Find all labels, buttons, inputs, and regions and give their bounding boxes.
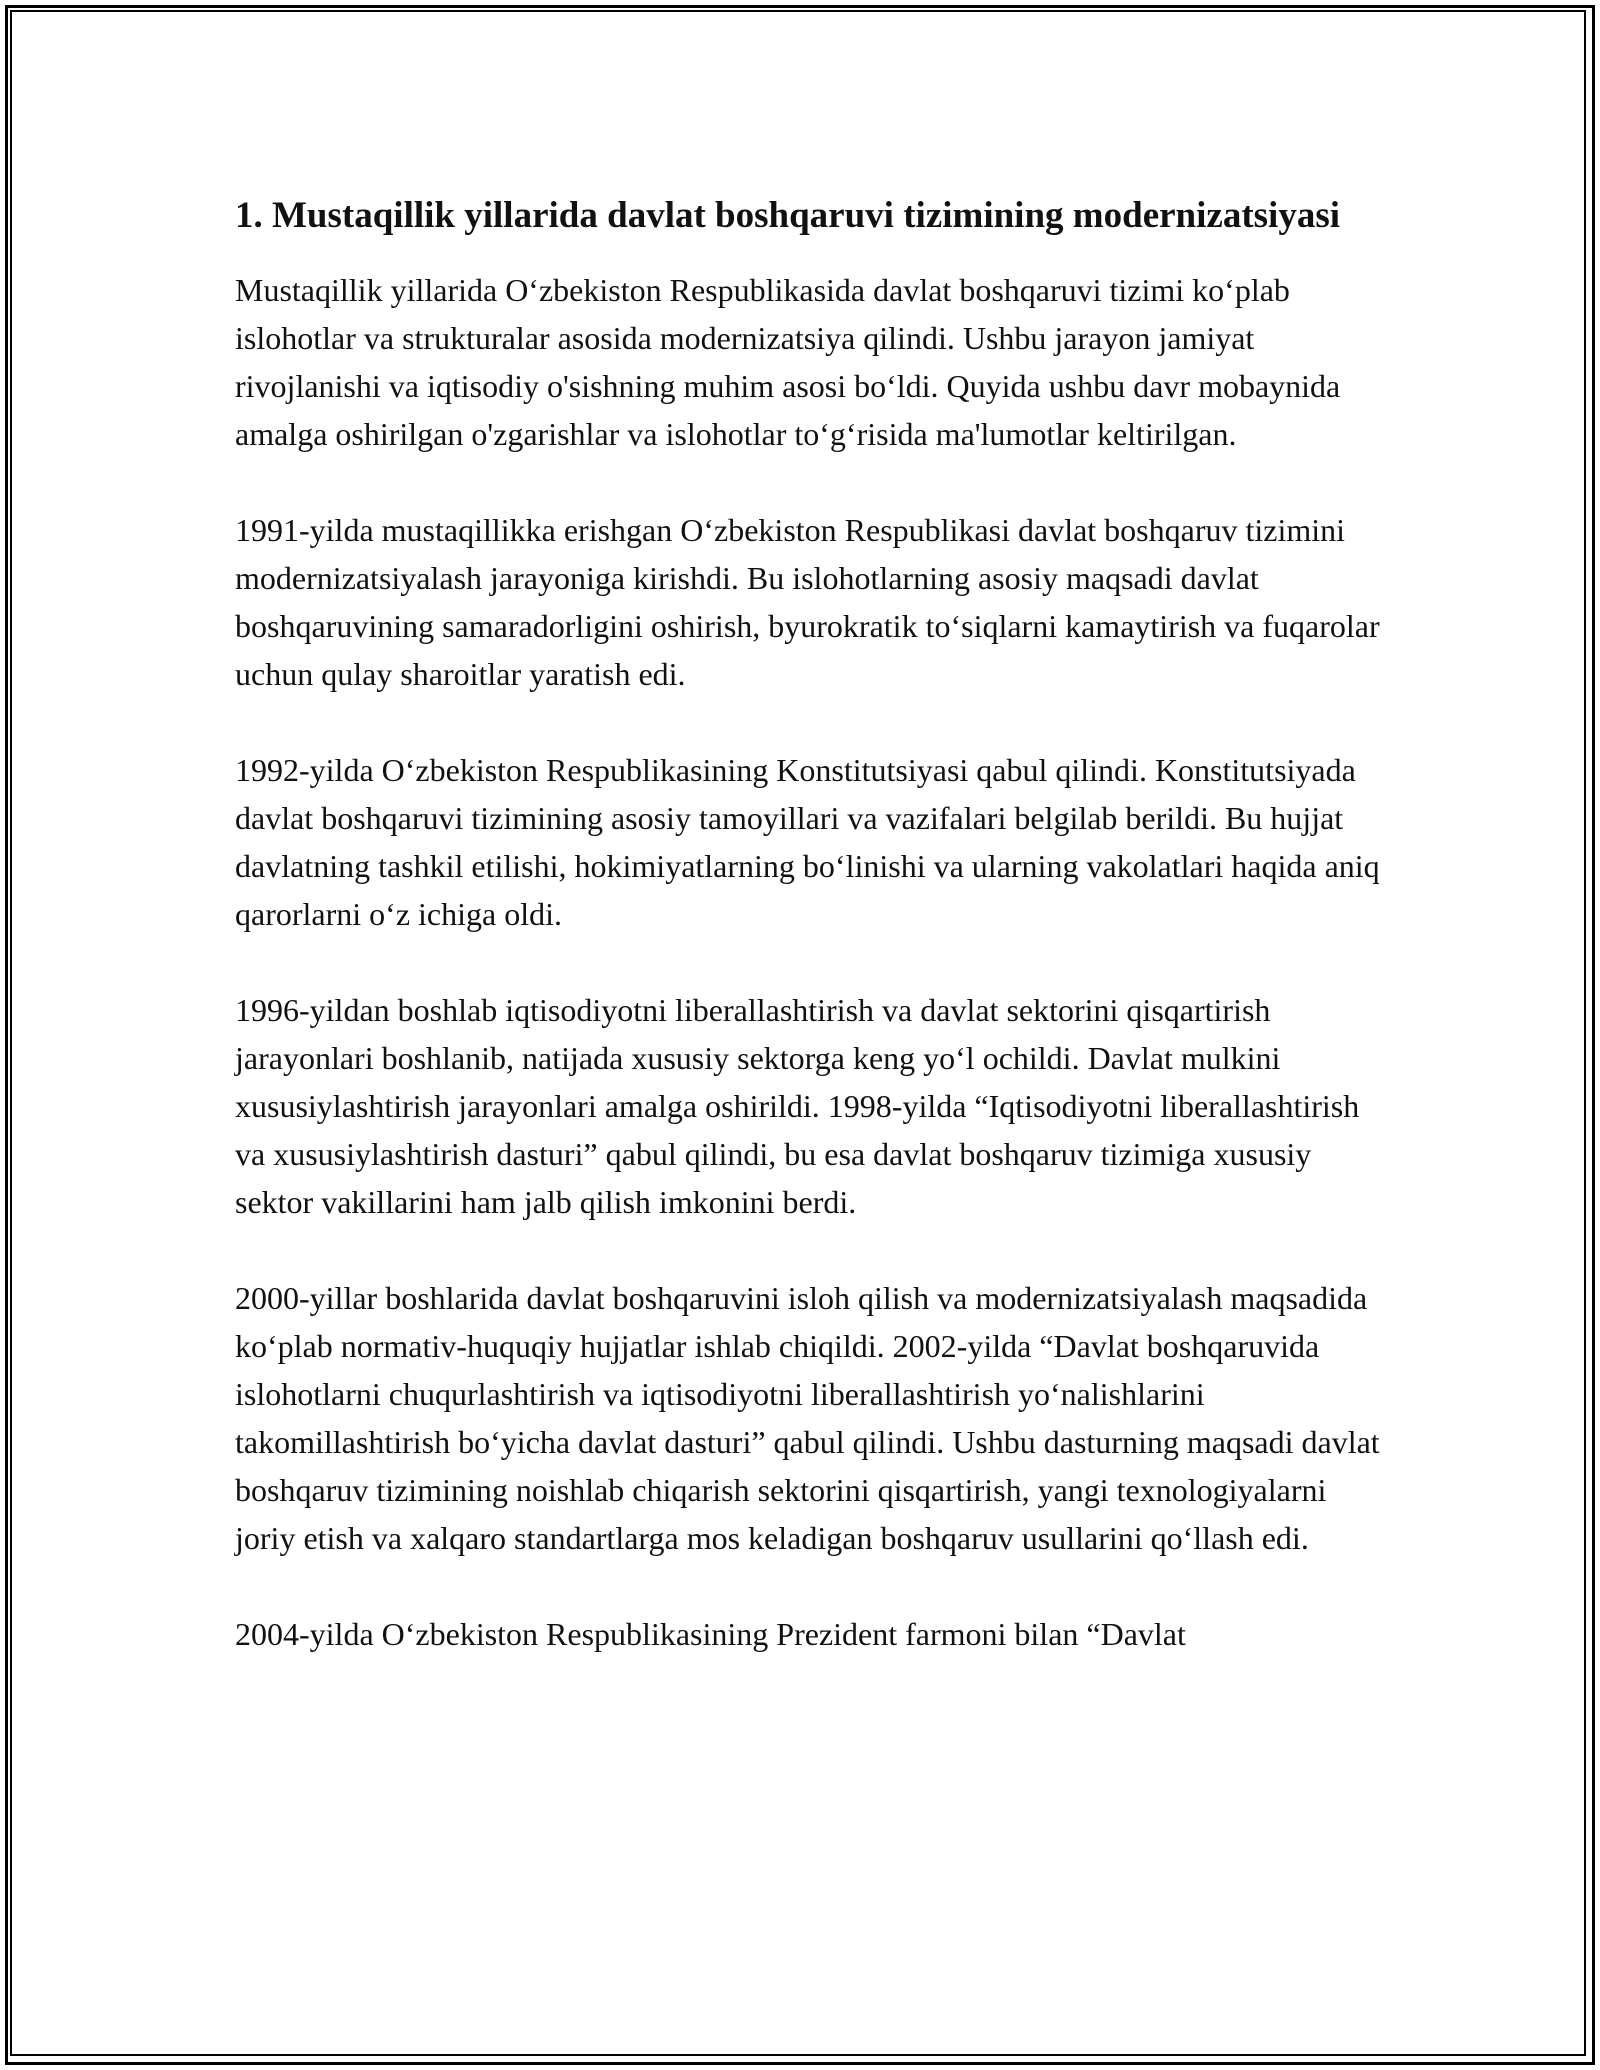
paragraph-1991: 1991-yilda mustaqillikka erishgan O‘zbekiston Respublikasi davlat boshqaruv tizimini modernizatsiyalash jarayoniga kirishdi. Bu islohotlarning asosiy maqsadi davlat boshqaruvining samaradorligini oshirish, byurokratik to‘siqlarni kamaytirish va fuqarolar uchun qulay sharoitlar yaratish edi.: [235, 512, 1380, 692]
paragraph-1996: 1996-yildan boshlab iqtisodiyotni liberallashtirish va davlat sektorini qisqartirish jarayonlari boshlanib, natijada xususiy sektorga keng yo‘l ochildi. Davlat mulkini xususiylashtirish jarayonlari amalga oshirildi. 1998-yilda “Iqtisodiyotni liberallashtirish va xususiylashtirish dasturi” qabul qilindi, bu esa davlat boshqaruv tizimiga xususiy sektor vakillarini ham jalb qilish imkonini berdi.: [235, 992, 1360, 1220]
paragraph-2004: 2004-yilda O‘zbekiston Respublikasining Prezident farmoni bilan “Davlat: [235, 1616, 1186, 1652]
section-heading: 1. Mustaqillik yillarida davlat boshqaruvi tizimining modernizatsiyasi: [235, 195, 1340, 236]
paragraph-2000: 2000-yillar boshlarida davlat boshqaruvini isloh qilish va modernizatsiyalash maqsadida ko‘plab normativ-huquqiy hujjatlar ishlab chiqildi. 2002-yilda “Davlat boshqaruvida islohotlarni chuqurlashtirish va iqtisodiyotni liberallashtirish yo‘nalishlarini takomillashtirish bo‘yicha davlat dasturi” qabul qilindi. Ushbu dasturning maqsadi davlat boshqaruv tizimining noishlab chiqarish sektorini qisqartirish, yangi texnologiyalarni joriy etish va xalqaro standartlarga mos keladigan boshqaruv usullarini qo‘llash edi.: [235, 1280, 1380, 1556]
document-body: [235, 188, 1385, 1706]
paragraph-1992: 1992-yilda O‘zbekiston Respublikasining Konstitutsiyasi qabul qilindi. Konstitutsiyada davlat boshqaruvi tizimining asosiy tamoyillari va vazifalari belgilab berildi. Bu hujjat davlatning tashkil etilishi, hokimiyatlarning bo‘linishi va ularning vakolatlari haqida aniq qarorlarni o‘z ichiga oldi.: [235, 752, 1380, 932]
paragraph-intro: Mustaqillik yillarida O‘zbekiston Respublikasida davlat boshqaruvi tizimi ko‘plab islohotlar va strukturalar asosida modernizatsiya qilindi. Ushbu jarayon jamiyat rivojlanishi va iqtisodiy o'sishning muhim asosi bo‘ldi. Quyida ushbu davr mobaynida amalga oshirilgan o'zgarishlar va islohotlar to‘g‘risida ma'lumotlar keltirilgan.: [235, 272, 1341, 452]
